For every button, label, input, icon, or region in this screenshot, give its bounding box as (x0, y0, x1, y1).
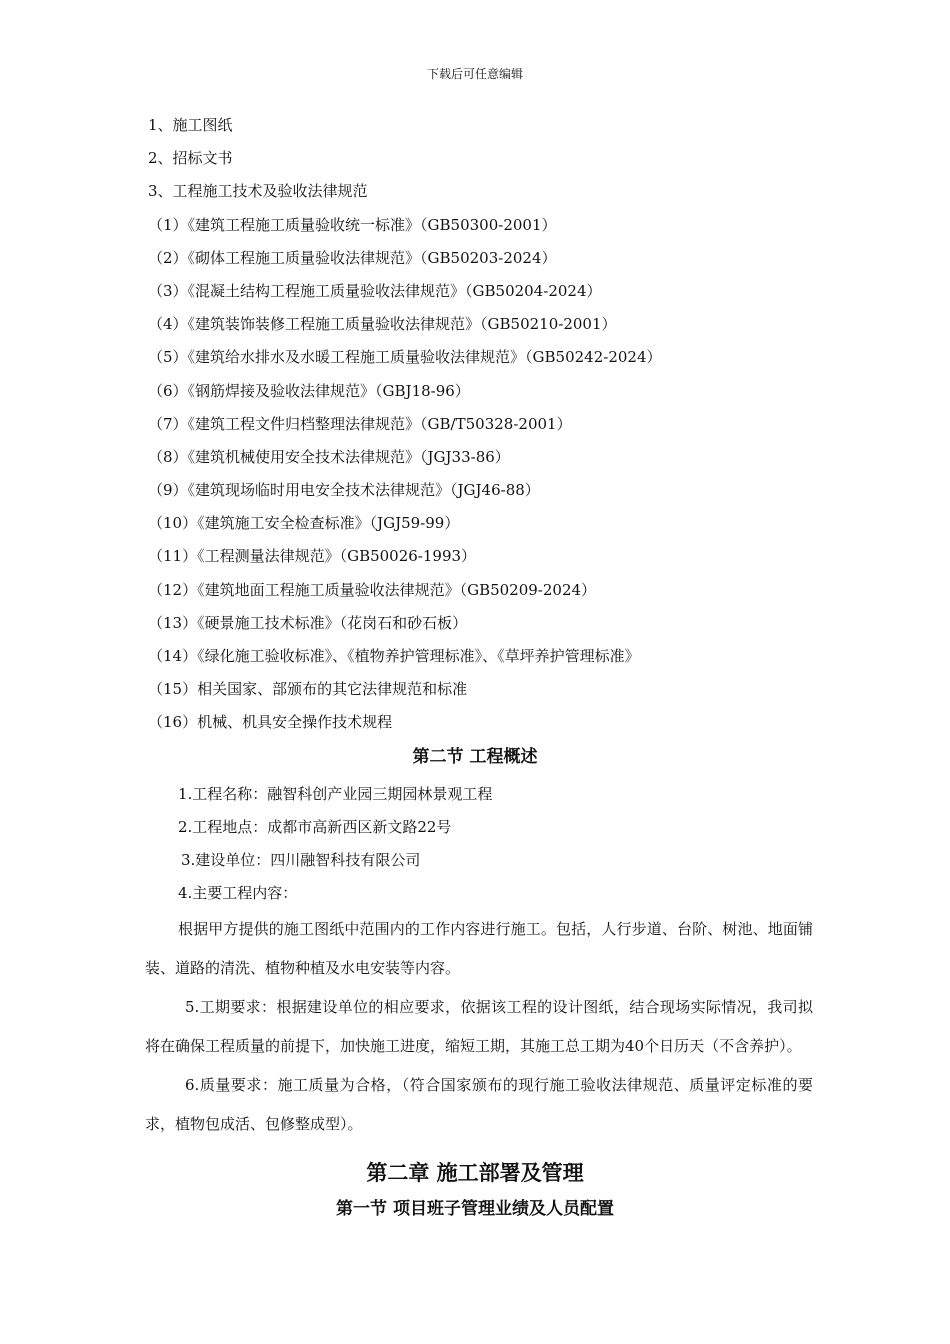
section-title-team: 第一节 项目班子管理业绩及人员配置 (336, 1199, 614, 1219)
list-item: （14）《绿化施工验收标准》、《植物养护管理标准》、《草坪养护管理标准》 (148, 647, 640, 665)
project-name: 1.工程名称：融智科创产业园三期园林景观工程 (178, 785, 493, 803)
list-item: （10）《建筑施工安全检查标准》（JGJ59-99） (148, 514, 460, 533)
list-item: （13）《硬景施工技术标准》（花岗石和砂石板） (148, 613, 468, 632)
list-item: （4）《建筑装饰装修工程施工质量验收法律规范》（GB50210-2001） (148, 315, 617, 334)
list-item: （9）《建筑现场临时用电安全技术法律规范》（JGJ46-88） (148, 481, 540, 500)
builder-unit: 3.建设单位：四川融智科技有限公司 (181, 851, 421, 869)
header-note: 下载后可任意编辑 (426, 67, 523, 81)
list-item: （8）《建筑机械使用安全技术法律规范》（JGJ33-86） (148, 447, 510, 466)
list-item: （12）《建筑地面工程施工质量验收法律规范》（GB50209-2024） (148, 580, 597, 599)
project-overview (145, 778, 813, 1144)
list-item: （3）《混凝土结构工程施工质量验收法律规范》（GB50204-2024） (148, 281, 602, 300)
list-item: 3、工程施工技术及验收法律规范 (148, 182, 368, 201)
schedule-paragraph: 5.工期要求：根据建设单位的相应要求，依据该工程的设计图纸，结合现场实际情况，我司拟将在确保工程质量的前提下，加快施工进度，缩短工期，其施工总工期为40个日历天（不含养护）。 (145, 998, 813, 1055)
list-item: 1、施工图纸 (148, 116, 233, 134)
main-content-label: 4.主要工程内容： (178, 884, 298, 902)
list-item: （1）《建筑工程施工质量验收统一标准》（GB50300-2001） (148, 215, 557, 234)
list-item: 2、招标文书 (148, 149, 233, 168)
list-item: （7）《建筑工程文件归档整理法律规范》（GB/T50328-2001） (148, 414, 572, 433)
list-item: （15）相关国家、部颁布的其它法律规范和标准 (148, 680, 468, 699)
section-title-overview: 第二节 工程概述 (412, 747, 538, 767)
chapter-title: 第二章 施工部署及管理 (366, 1160, 584, 1185)
quality-paragraph: 6.质量要求：施工质量为合格，（符合国家颁布的现行施工验收法律规范、质量评定标准的要求，植物包成活、包修整成型）。 (145, 1076, 813, 1133)
list-item: （2）《砌体工程施工质量验收法律规范》（GB50203-2024） (148, 248, 557, 267)
list-item: （11）《工程测量法律规范》（GB50026-1993） (148, 547, 477, 566)
list-item: （5）《建筑给水排水及水暖工程施工质量验收法律规范》（GB50242-2024） (148, 348, 662, 367)
main-content-paragraph: 根据甲方提供的施工图纸中范围内的工作内容进行施工。包括，人行步道、台阶、树池、地面铺装、道路的清洗、植物种植及水电安装等内容。 (145, 920, 813, 977)
project-location: 2.工程地点：成都市高新西区新文路22号 (178, 818, 452, 836)
list-item: （16）机械、机具安全操作技术规程 (148, 713, 393, 732)
list-item: （6）《钢筋焊接及验收法律规范》（GBJ18-96） (148, 381, 470, 400)
reference-list (148, 113, 828, 744)
